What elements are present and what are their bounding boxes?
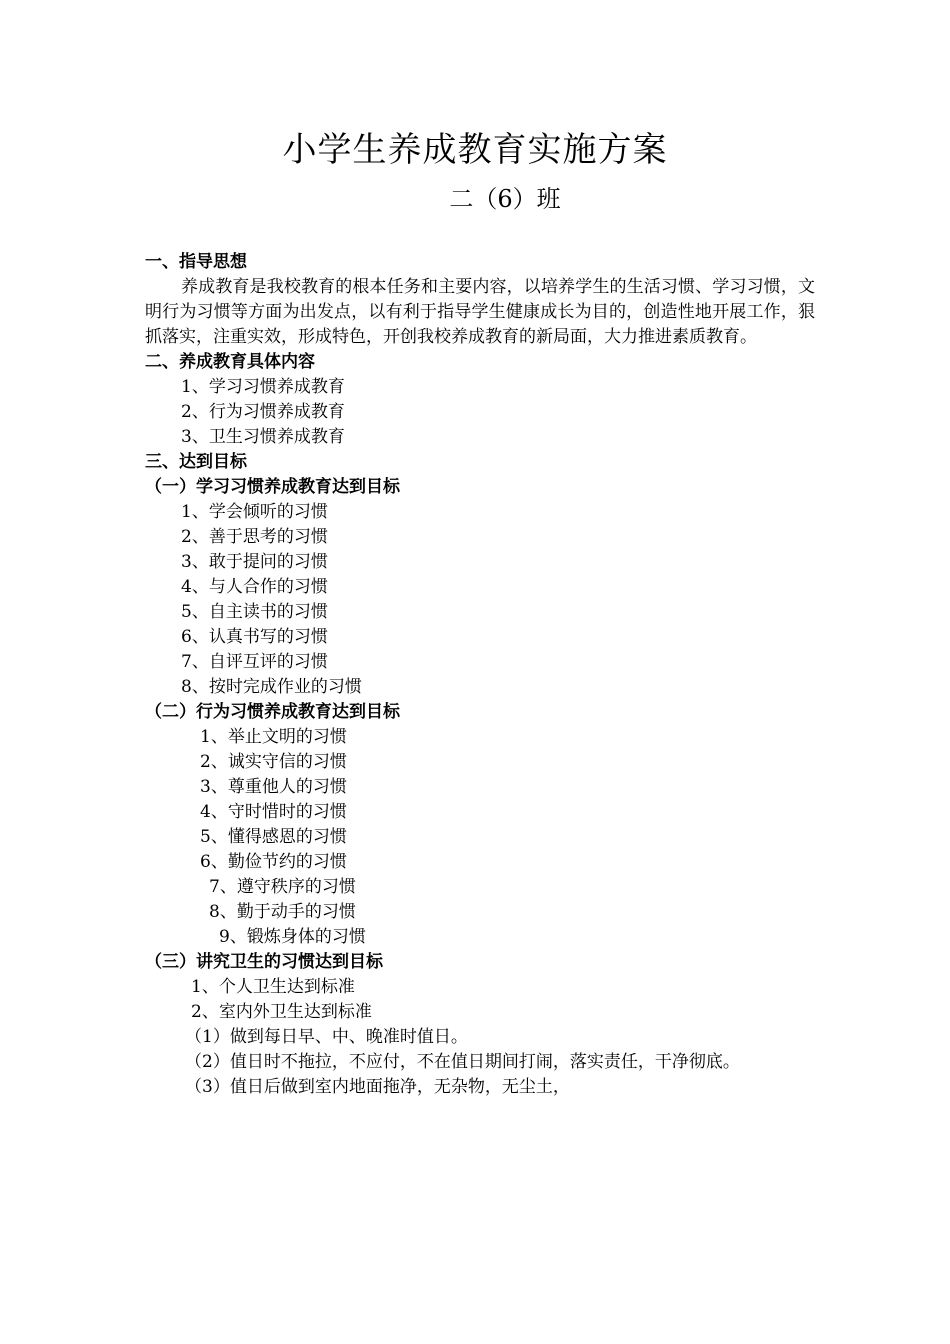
- detail-item: （2）值日时不拖拉，不应付，不在值日期间打闹，落实责任，干净彻底。: [185, 1052, 740, 1072]
- subsection-heading-behavior-habits: （二）行为习惯养成教育达到目标: [145, 702, 400, 722]
- class-subtitle: 二（6）班: [449, 185, 561, 213]
- list-item: 8、按时完成作业的习惯: [181, 677, 362, 697]
- list-item: 3、尊重他人的习惯: [200, 777, 347, 797]
- list-item: 1、个人卫生达到标准: [191, 977, 355, 997]
- list-item: 3、卫生习惯养成教育: [181, 427, 345, 447]
- list-item: 6、勤俭节约的习惯: [200, 852, 347, 872]
- list-item: 4、与人合作的习惯: [181, 577, 328, 597]
- guiding-ideology-paragraph: 养成教育是我校教育的根本任务和主要内容，以培养学生的生活习惯、学习习惯，文明行为习惯等方面为出发点，以有利于指导学生健康成长为目的，创造性地开展工作，狠抓落实，注重实效，形成特色，开创我校养成教育的新局面，大力推进素质教育。: [145, 277, 815, 347]
- list-item: 7、遵守秩序的习惯: [209, 877, 356, 897]
- list-item: 7、自评互评的习惯: [181, 652, 328, 672]
- section-heading-goals: 三、达到目标: [145, 452, 247, 472]
- list-item: 5、自主读书的习惯: [181, 602, 328, 622]
- list-item: 5、懂得感恩的习惯: [200, 827, 347, 847]
- section-heading-content: 二、养成教育具体内容: [145, 352, 315, 372]
- list-item: 1、学习习惯养成教育: [181, 377, 345, 397]
- list-item: 6、认真书写的习惯: [181, 627, 328, 647]
- list-item: 1、学会倾听的习惯: [181, 502, 328, 522]
- list-item: 4、守时惜时的习惯: [200, 802, 347, 822]
- document-title: 小学生养成教育实施方案: [282, 130, 668, 170]
- list-item: 3、敢于提问的习惯: [181, 552, 328, 572]
- list-item: 2、行为习惯养成教育: [181, 402, 345, 422]
- subsection-heading-hygiene-habits: （三）讲究卫生的习惯达到目标: [145, 952, 383, 972]
- list-item: 2、诚实守信的习惯: [200, 752, 347, 772]
- detail-item: （1）做到每日早、中、晚准时值日。: [185, 1027, 468, 1047]
- document-body: [145, 250, 815, 1100]
- list-item: 2、室内外卫生达到标准: [191, 1002, 372, 1022]
- list-item: 1、举止文明的习惯: [200, 727, 347, 747]
- section-heading-guiding-ideology: 一、指导思想: [145, 252, 247, 272]
- list-item: 8、勤于动手的习惯: [209, 902, 356, 922]
- subsection-heading-study-habits: （一）学习习惯养成教育达到目标: [145, 477, 400, 497]
- detail-item: （3）值日后做到室内地面拖净，无杂物，无尘土，: [185, 1077, 570, 1097]
- list-item: 9、锻炼身体的习惯: [219, 927, 366, 947]
- list-item: 2、善于思考的习惯: [181, 527, 328, 547]
